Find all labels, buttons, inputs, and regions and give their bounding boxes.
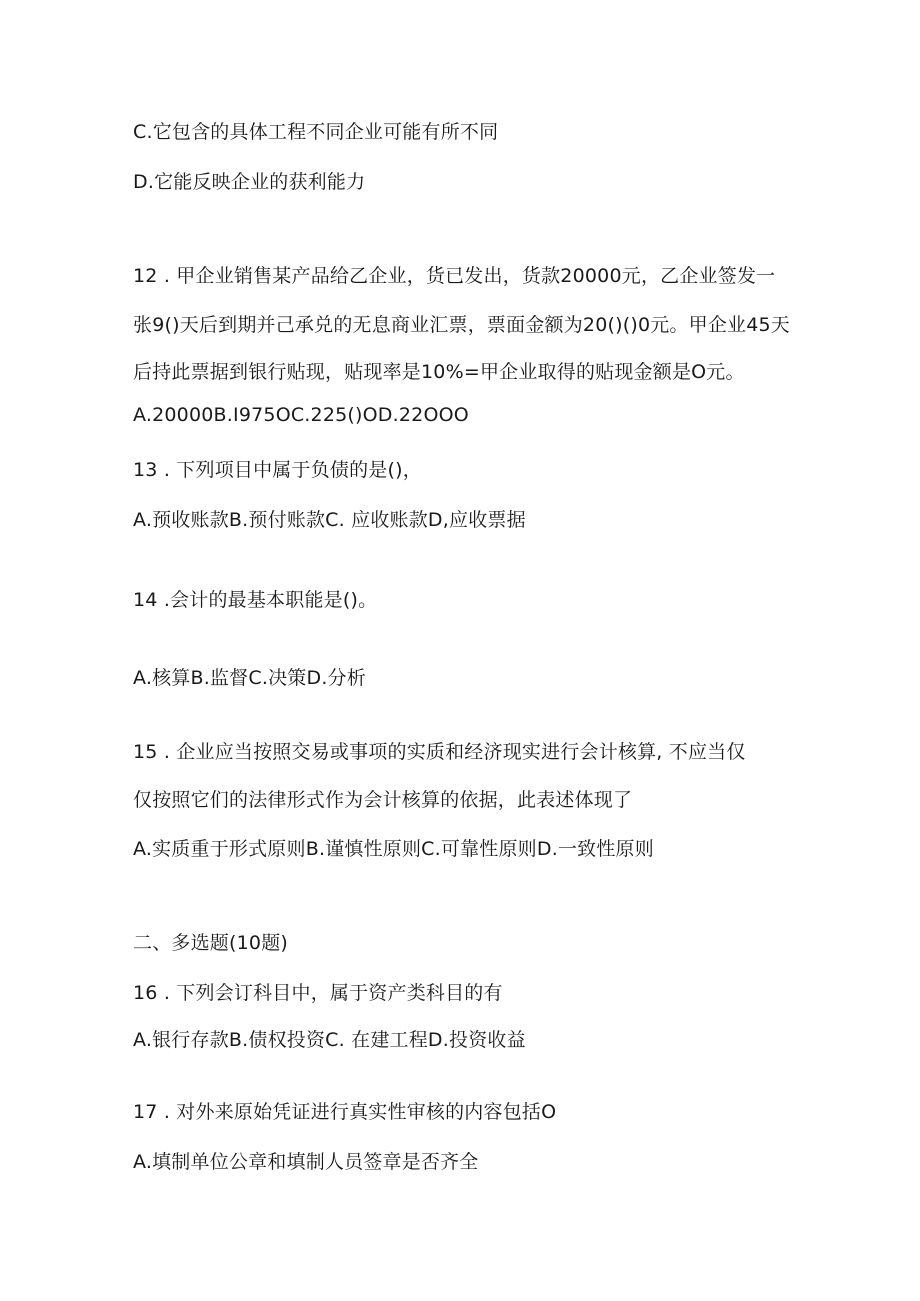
question-16-options: A.银行存款B.债权投资C. 在建工程D.投资收益	[133, 1029, 526, 1051]
question-16: 16 . 下列会订科目中，属于资产类科目的有	[133, 982, 503, 1004]
question-12-line-2: 张9()天后到期并己承兑的无息商业汇票，票面金额为20()()0元。甲企业45天	[133, 314, 791, 336]
option-11d: D.它能反映企业的获利能力	[133, 171, 366, 193]
question-14-options: A.核算B.监督C.决策D.分析	[133, 667, 366, 689]
question-12-options: A.20000B.I975OC.225()OD.22OOO	[133, 404, 469, 426]
question-15-line-1: 15 . 企业应当按照交易或事项的实质和经济现实进行会计核算, 不应当仅	[133, 741, 746, 763]
question-17: 17 . 对外来原始凭证进行真实性审核的内容包括O	[133, 1101, 557, 1123]
question-12-line-3: 后持此票据到银行贴现，贴现率是10%=甲企业取得的贴现金额是O元。	[133, 361, 745, 383]
section-heading-multi-choice: 二、多选题(10题)	[133, 932, 289, 954]
question-15-line-2: 仅按照它们的法律形式作为会计核算的依据，此表述体现了	[133, 789, 633, 811]
question-13-options: A.预收账款B.预付账款C. 应收账款D,应收票据	[133, 509, 526, 531]
question-12-line-1: 12 . 甲企业销售某产品给乙企业，货已发出，货款20000元，乙企业签发一	[133, 265, 776, 287]
question-13: 13 . 下列项目中属于负债的是()，	[133, 459, 422, 481]
option-11c: C.它包含的具体工程不同企业可能有所不同	[133, 121, 499, 143]
question-17-option-a: A.填制单位公章和填制人员签章是否齐全	[133, 1151, 479, 1173]
question-15-options: A.实质重于形式原则B.谨慎性原则C.可靠性原则D.一致性原则	[133, 838, 654, 860]
question-14: 14 .会计的最基本职能是()。	[133, 589, 378, 611]
